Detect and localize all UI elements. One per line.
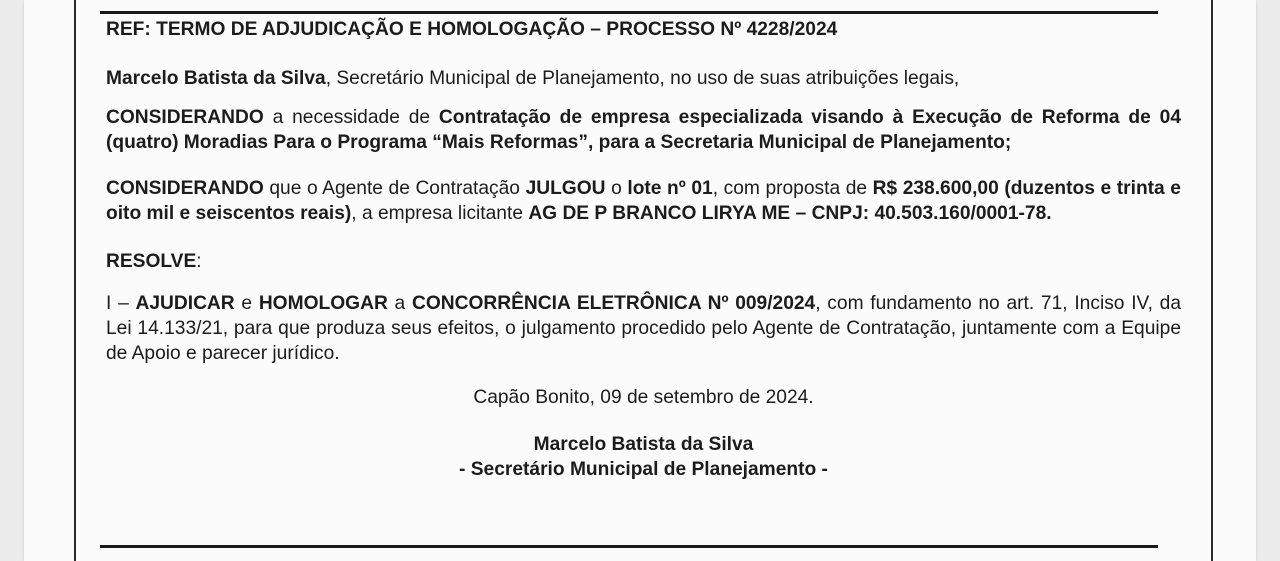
signature-title: - Secretário Municipal de Planejamento - (459, 459, 828, 480)
considerando-paragraph-1: CONSIDERANDO a necessidade de Contratação de empresa especializada visando à Execução de Reforma de 04 (quatro) Moradias Para o Programa “Mais Reformas”, para a Secretaria Municipal de Planejamento; (106, 107, 1181, 153)
secretary-name: Marcelo Batista da Silva (106, 68, 326, 89)
tender-number: CONCORRÊNCIA ELETRÔNICA Nº 009/2024 (411, 293, 816, 314)
company-name: AG DE P BRANCO LIRYA ME – CNPJ: 40.503.160/0001-78. (528, 203, 1052, 224)
considerando-paragraph-2: CONSIDERANDO que o Agente de Contratação JULGOU o lote nº 01, com proposta de R$ 238.600,00 (duzentos e trinta e oito mil e seiscentos reais), a empresa licitante AG DE P BRANCO LIRYA ME – CNPJ: 40.503.160/0001-78. (106, 178, 1181, 224)
document-body (106, 14, 1181, 482)
contract-object: Contratação de empresa especializada visando à Execução de Reforma de 04 (quatro) Moradias Para o Programa “Mais Reformas”, para a Secretaria Municipal de Planejamento; (106, 107, 1181, 153)
intro-paragraph: Marcelo Batista da Silva, Secretário Municipal de Planejamento, no uso de suas atribuições legais, (106, 68, 960, 89)
page-border-right (1211, 0, 1213, 561)
bottom-rule (100, 545, 1158, 548)
document-date: Capão Bonito, 09 de setembro de 2024. (473, 387, 814, 408)
page-border-left (74, 0, 76, 561)
resolve-heading: RESOLVE: (106, 251, 202, 272)
reference-heading: REF: TERMO DE ADJUDICAÇÃO E HOMOLOGAÇÃO – PROCESSO Nº 4228/2024 (106, 19, 838, 40)
signature-name: Marcelo Batista da Silva (533, 434, 754, 455)
proposal-value: R$ 238.600,00 (duzentos e trinta e oito mil e seiscentos reais) (106, 178, 1181, 224)
resolution-item-1: I – AJUDICAR e HOMOLOGAR a CONCORRÊNCIA ELETRÔNICA Nº 009/2024, com fundamento no art. 71, Inciso IV, da Lei 14.133/21, para que produza seus efeitos, o julgamento procedido pelo Agente de Contratação, juntamente com a Equipe de Apoio e parecer jurídico. (106, 293, 1181, 364)
